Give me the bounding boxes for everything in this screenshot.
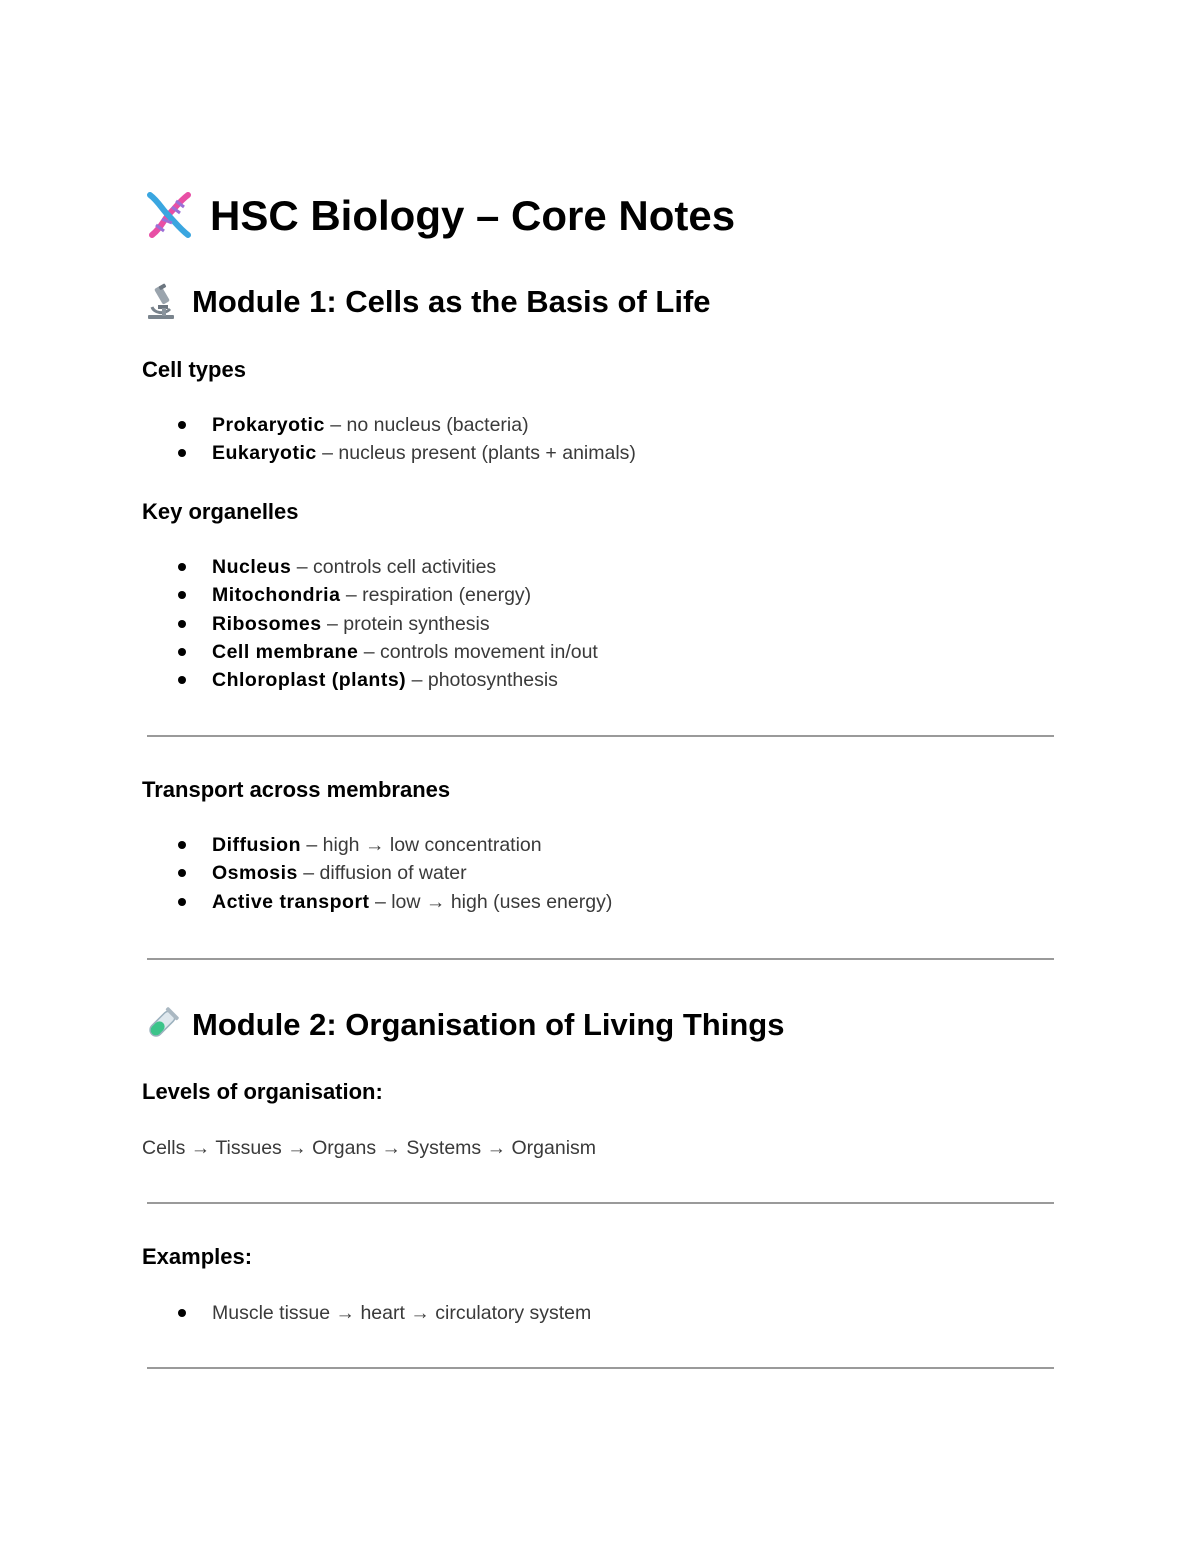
list-item-term: Chloroplast (plants) (212, 669, 407, 692)
list-item-desc: – controls cell activities (291, 556, 497, 578)
list-item-term: Mitochondria (212, 584, 341, 607)
list-item-desc: – respiration (energy) (340, 584, 532, 607)
page-title-text: HSC Biology – Core Notes (210, 192, 736, 239)
bullet-icon (178, 563, 186, 571)
list-item-term: Diffusion (212, 834, 301, 856)
module1-heading-text: Module 1: Cells as the Basis of Life (192, 284, 711, 319)
list-item-term: Active transport (212, 890, 370, 913)
list-item-term: Eukaryotic (212, 442, 317, 465)
module1-heading (142, 280, 711, 324)
list-item (178, 1299, 591, 1327)
list-item (178, 831, 612, 859)
levels-text: Cells → Tissues → Organs → Systems → Organism (142, 1137, 597, 1159)
page-title (142, 186, 735, 246)
bullet-icon (178, 648, 186, 656)
module2-heading-text: Module 2: Organisation of Living Things (192, 1007, 785, 1042)
list-item (178, 638, 598, 666)
list-item (178, 581, 598, 609)
list-item-term: Prokaryotic (212, 414, 325, 436)
transport-heading: Transport across membranes (142, 777, 451, 802)
list-item-desc: – high → low concentration (300, 834, 542, 856)
bullet-icon (178, 449, 186, 457)
levels-heading: Levels of organisation: (142, 1079, 383, 1104)
list-item-term: Nucleus (212, 556, 292, 578)
divider (147, 958, 1054, 960)
list-item (178, 439, 636, 467)
list-item (178, 610, 598, 638)
list-item (178, 553, 598, 581)
bullet-icon (178, 841, 186, 849)
microscope-icon (142, 283, 180, 321)
organelles-heading: Key organelles (142, 499, 299, 524)
list-item-term: Cell membrane (212, 640, 359, 663)
bullet-icon (178, 1309, 186, 1317)
cell-types-list (178, 411, 636, 468)
bullet-icon (178, 620, 186, 628)
module2-heading (142, 1003, 784, 1047)
list-item-term: Osmosis (212, 862, 298, 885)
bullet-icon (178, 898, 186, 906)
examples-heading: Examples: (142, 1244, 253, 1269)
list-item (178, 888, 612, 916)
list-item-desc: – no nucleus (bacteria) (324, 414, 529, 436)
list-item-desc: – protein synthesis (321, 612, 490, 635)
bullet-icon (178, 869, 186, 877)
list-item-desc: – diffusion of water (297, 862, 467, 885)
transport-list (178, 831, 612, 916)
bullet-icon (178, 421, 186, 429)
list-item-text: Muscle tissue → heart → circulatory system (212, 1302, 592, 1324)
test-tube-icon (142, 1006, 180, 1044)
list-item (178, 666, 598, 694)
list-item-desc: – nucleus present (plants + animals) (316, 442, 636, 465)
divider (147, 1202, 1054, 1204)
list-item (178, 411, 636, 439)
bullet-icon (178, 591, 186, 599)
list-item-term: Ribosomes (212, 612, 322, 635)
list-item (178, 859, 612, 887)
dna-icon (142, 189, 196, 243)
list-item-desc: – controls movement in/out (358, 640, 598, 663)
bullet-icon (178, 676, 186, 684)
divider (147, 1367, 1054, 1369)
organelles-list (178, 553, 598, 694)
examples-list (178, 1299, 591, 1327)
cell-types-heading: Cell types (142, 357, 246, 382)
list-item-desc: – photosynthesis (406, 669, 558, 692)
divider (147, 735, 1054, 737)
list-item-desc: – low → high (uses energy) (369, 890, 613, 913)
